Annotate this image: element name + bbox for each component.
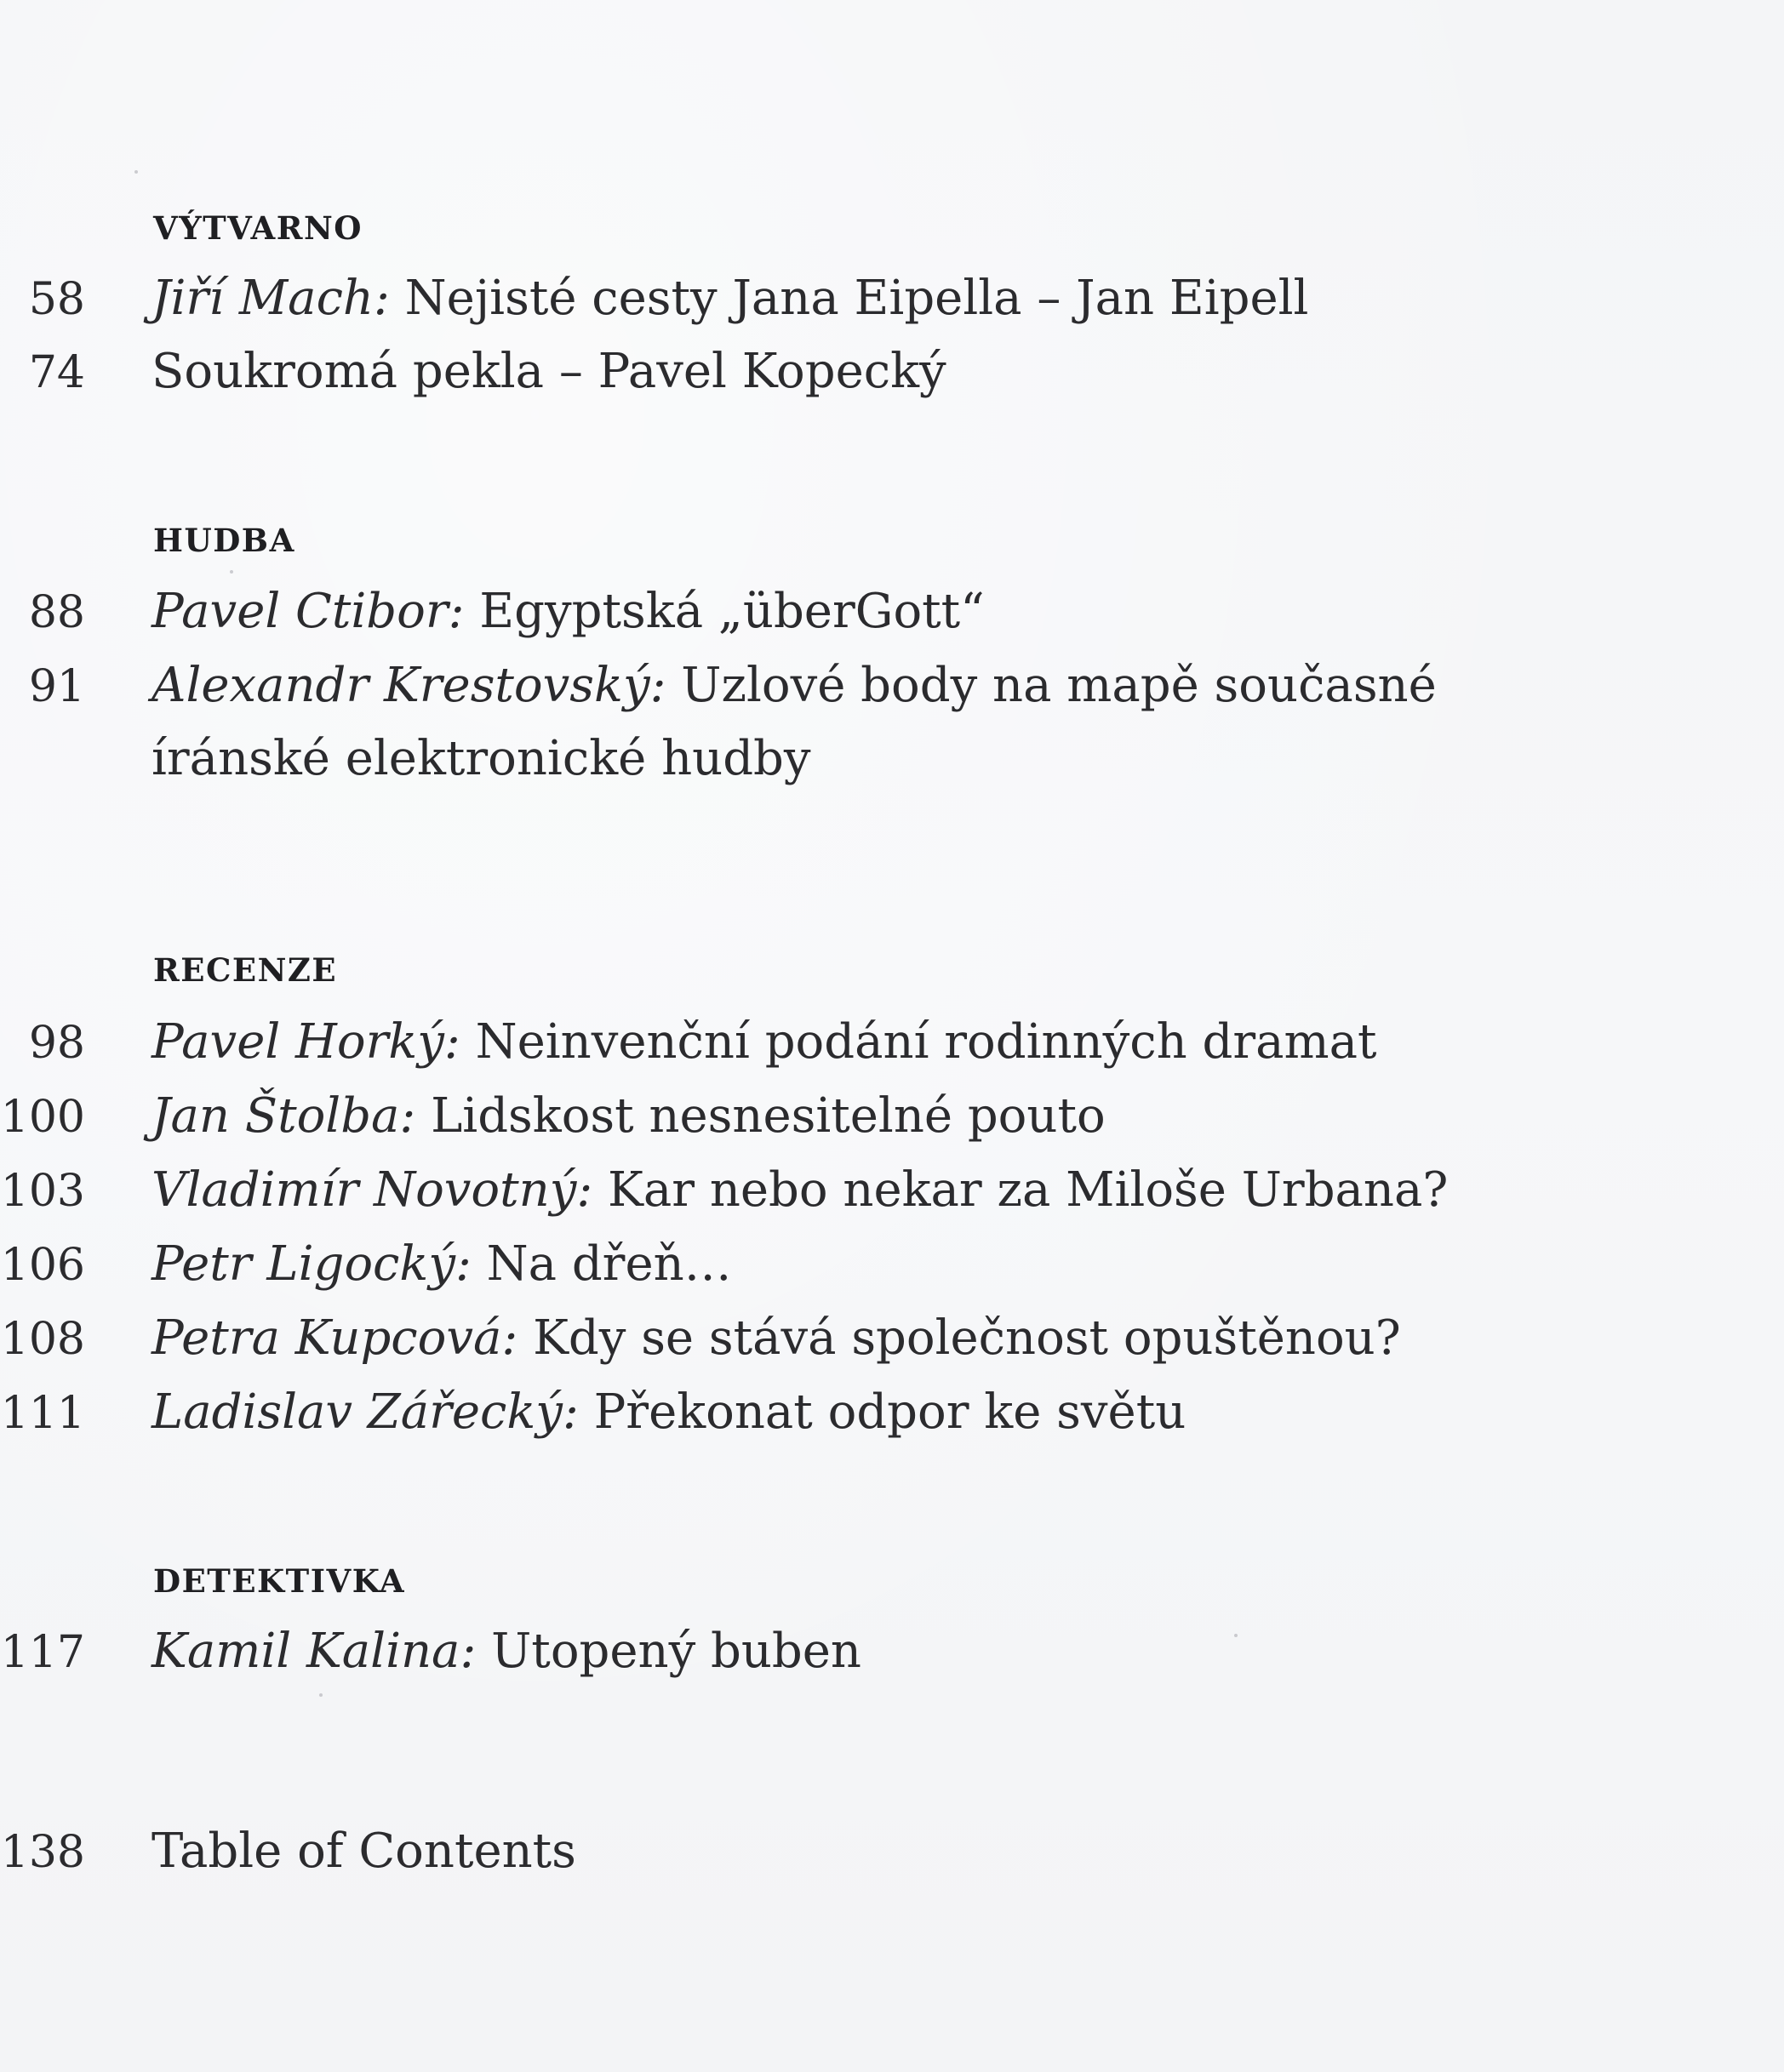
entry-title: Na dřeň… [471,1236,732,1292]
toc-entry[interactable] [152,1088,1106,1144]
toc-entry[interactable] [152,271,1308,326]
entry-author: Alexandr Krestovský: [152,658,666,713]
entry-title: Utopený buben [476,1624,861,1679]
entry-author: Pavel Horký: [152,1014,460,1070]
page-number: 91 [28,661,85,712]
toc-entry[interactable] [152,1014,1377,1070]
section-heading-recenze: RECENZE [153,951,338,989]
entry-author: Ladislav Zářecký: [152,1384,579,1440]
page-number: 98 [28,1018,85,1069]
entry-author: Petr Ligocký: [152,1236,472,1292]
entry-title: Table of Contents [152,1824,576,1879]
page-number: 100 [0,1092,85,1143]
toc-entry[interactable] [152,1310,1401,1366]
entry-title: Kar nebo nekar za Miloše Urbana? [592,1162,1449,1218]
paper-speck [319,1693,323,1697]
entry-title: Uzlové body na mapě současné [666,658,1437,713]
section-heading-detektivka: DETEKTIVKA [153,1562,406,1600]
entry-author: Pavel Ctibor: [152,584,465,639]
toc-entry[interactable] [152,1624,861,1679]
entry-author: Petra Kupcová: [152,1310,518,1366]
toc-entry[interactable] [152,1384,1186,1440]
toc-entry[interactable] [152,658,1437,713]
section-heading-hudba: HUDBA [153,522,295,559]
page-number: 88 [28,587,85,638]
toc-entry[interactable] [152,1236,732,1292]
paper-speck [230,570,233,574]
page-number: 117 [0,1627,85,1678]
toc-entry[interactable] [152,1162,1448,1218]
toc-entry-continuation: íránské elektronické hudby [152,731,811,786]
entry-title: Lidskost nesnesitelné pouto [415,1088,1106,1144]
section-heading-vytvarno: VÝTVARNO [153,209,363,247]
entry-author: Vladimír Novotný: [152,1162,593,1218]
page-number: 106 [0,1240,85,1291]
entry-title: Egyptská „überGott“ [464,584,985,639]
page-number: 111 [0,1388,85,1439]
toc-entry[interactable] [152,344,946,399]
toc-entry[interactable] [152,584,985,639]
page-number: 74 [28,347,85,398]
page-number: 108 [0,1314,85,1365]
paper-speck [1234,1634,1238,1637]
entry-title: Překonat odpor ke světu [578,1384,1186,1440]
page-number: 58 [28,274,85,325]
entry-author: Kamil Kalina: [152,1624,477,1679]
page-number: 138 [0,1827,85,1878]
entry-author: Jiří Mach: [152,271,390,326]
entry-author: Jan Štolba: [152,1088,416,1144]
page-number: 103 [0,1166,85,1217]
entry-title: Nejisté cesty Jana Eipella – Jan Eipell [389,271,1309,326]
entry-title: Kdy se stává společnost opuštěnou? [517,1310,1401,1366]
entry-title: Soukromá pekla – Pavel Kopecký [152,344,946,399]
toc-entry[interactable] [152,1824,576,1879]
paper-speck [134,170,138,174]
entry-title: Neinvenční podání rodinných dramat [460,1014,1377,1070]
